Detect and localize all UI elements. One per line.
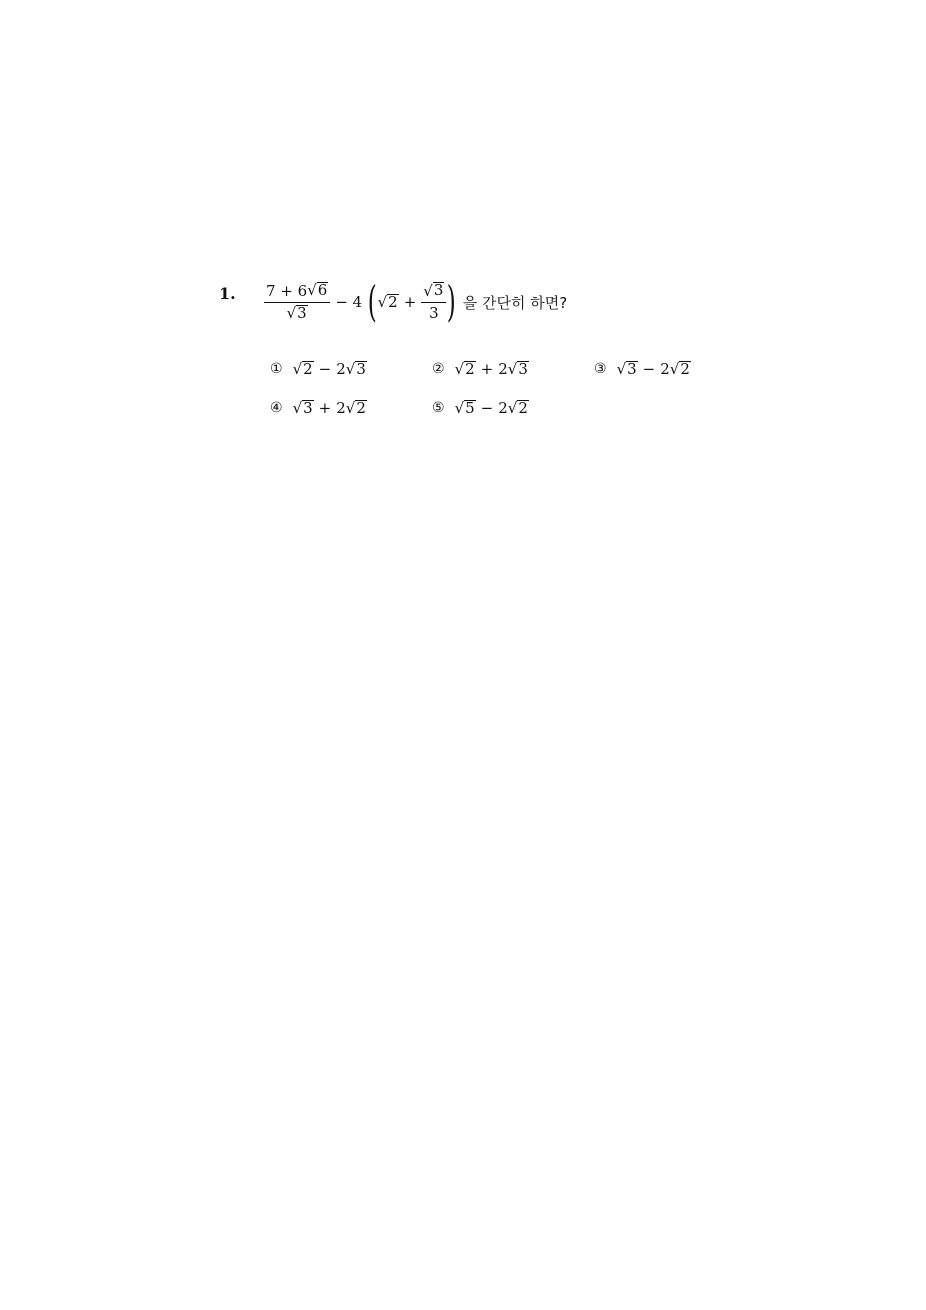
sqrt-term: √ 3	[345, 359, 366, 379]
operator: −	[318, 360, 332, 378]
sqrt-term: √ 3	[507, 359, 528, 379]
coefficient: 2	[498, 399, 508, 417]
question-text: 을 간단히 하면?	[462, 293, 568, 312]
choice-4[interactable]	[270, 399, 367, 417]
sqrt-term: √ 2	[292, 359, 313, 379]
sqrt-term: √ 2	[454, 359, 475, 379]
sqrt-6: √ 6	[307, 280, 328, 300]
choice-marker: ③	[594, 361, 607, 377]
sqrt-term: √ 2	[507, 398, 528, 418]
fraction-1-denominator	[285, 303, 310, 323]
choice-marker: ①	[270, 361, 283, 377]
coefficient: 2	[336, 399, 346, 417]
choice-marker: ④	[270, 400, 283, 416]
coefficient: 2	[498, 360, 508, 378]
operator: +	[318, 399, 332, 417]
choice-5[interactable]	[432, 399, 529, 417]
coefficient: 2	[336, 360, 346, 378]
left-paren: (	[367, 277, 377, 326]
choice-marker: ⑤	[432, 400, 445, 416]
fraction-1-numerator	[264, 282, 330, 302]
sqrt-3: √ 3	[286, 303, 307, 323]
right-paren: )	[447, 277, 457, 326]
sqrt-3: √ 3	[423, 280, 444, 300]
operator: −	[480, 399, 494, 417]
plus-sign: +	[403, 293, 417, 311]
sqrt-2: √ 2	[377, 292, 398, 312]
operator: −	[642, 360, 656, 378]
fraction-2	[421, 282, 446, 322]
sqrt-term: √ 3	[616, 359, 637, 379]
fraction-1	[264, 282, 330, 323]
operator: +	[480, 360, 494, 378]
question-stem	[264, 277, 568, 326]
coefficient: 2	[660, 360, 670, 378]
minus-four: − 4	[335, 293, 363, 311]
question-number: 1.	[219, 284, 236, 303]
choice-1[interactable]	[270, 360, 367, 378]
numerator-text: 7 + 6	[266, 281, 308, 300]
choice-marker: ②	[432, 361, 445, 377]
choice-3[interactable]	[594, 360, 691, 378]
sqrt-term: √ 5	[454, 398, 475, 418]
sqrt-term: √ 2	[345, 398, 366, 418]
sqrt-term: √ 3	[292, 398, 313, 418]
fraction-2-denominator: 3	[429, 303, 439, 322]
choice-2[interactable]	[432, 360, 529, 378]
fraction-2-numerator	[421, 282, 446, 302]
sqrt-term: √ 2	[669, 359, 690, 379]
